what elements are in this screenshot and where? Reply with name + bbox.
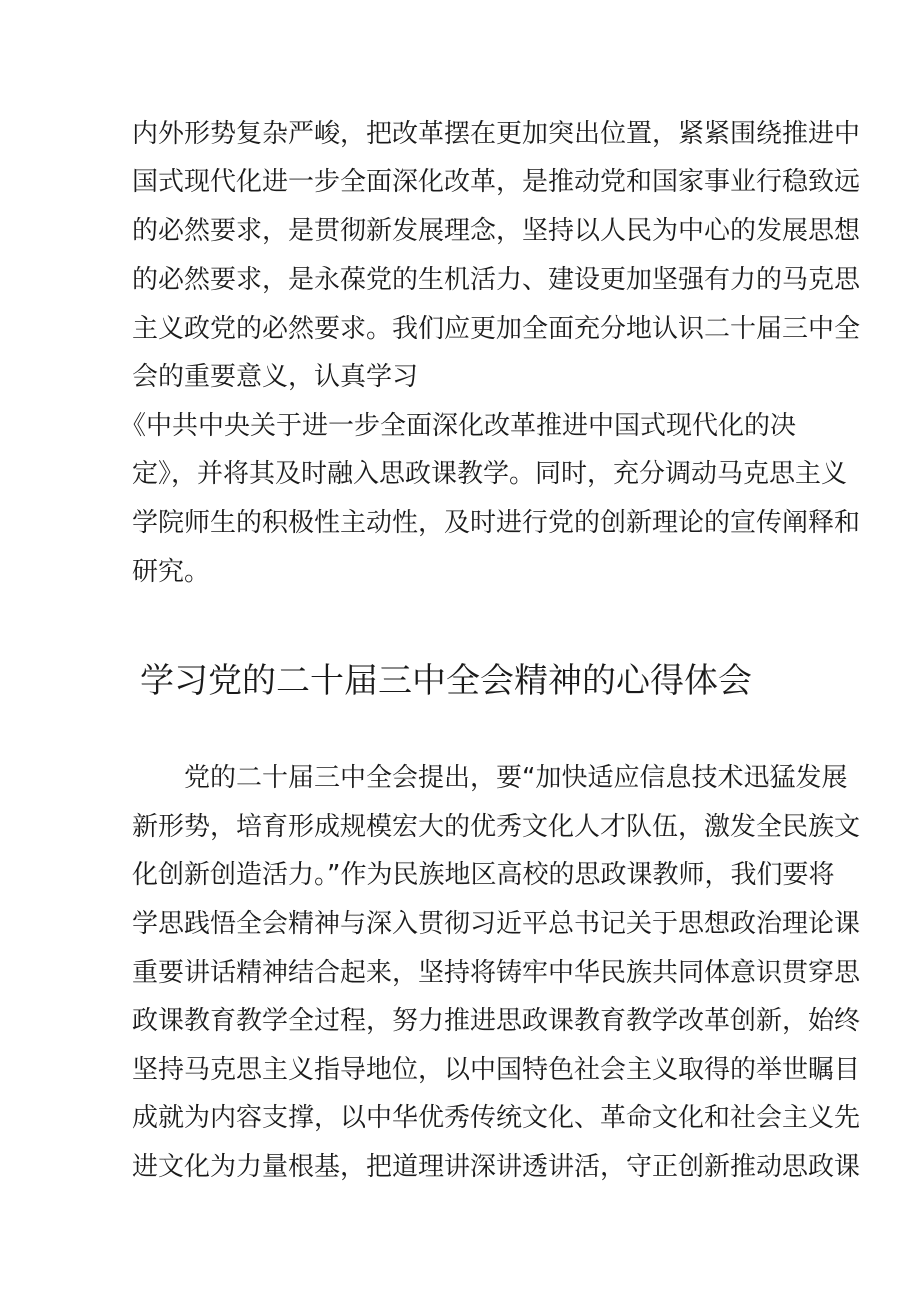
text-line: 《中共中央关于进一步全面深化改革推进中国式现代化的决 (120, 411, 797, 441)
text-line: 党的二十届三中全会提出，要“加快适应信息技术迅猛发展 (184, 763, 848, 793)
section-heading: 学习党的二十届三中全会精神的心得体会 (140, 661, 752, 701)
text-line: 研究。 (132, 557, 211, 587)
text-line: 主义政党的必然要求。我们应更加全面充分地认识二十届三中全 (132, 314, 861, 344)
text-line: 进文化为力量根基，把道理讲深讲透讲活，守正创新推动思政课 (132, 1152, 861, 1182)
text-line: 内外形势复杂严峻，把改革摆在更加突出位置，紧紧围绕推进中 (132, 119, 861, 149)
text-line: 会的重要意义，认真学习 (132, 362, 419, 392)
text-line: 国式现代化进一步全面深化改革，是推动党和国家事业行稳致远 (132, 167, 861, 197)
text-line: 学院师生的积极性主动性，及时进行党的创新理论的宣传阐释和 (132, 508, 861, 538)
text-line: 学思践悟全会精神与深入贯彻习近平总书记关于思想政治理论课 (132, 909, 861, 939)
text-line: 成就为内容支撑，以中华优秀传统文化、革命文化和社会主义先 (132, 1103, 861, 1133)
text-line: 化创新创造活力。”作为民族地区高校的思政课教师，我们要将 (132, 860, 835, 890)
text-line: 的必然要求，是贯彻新发展理念，坚持以人民为中心的发展思想 (132, 216, 861, 246)
text-line: 的必然要求，是永葆党的生机活力、建设更加坚强有力的马克思 (132, 265, 861, 295)
text-line: 政课教育教学全过程，努力推进思政课教育教学改革创新，始终 (132, 1006, 861, 1036)
text-line: 定》，并将其及时融入思政课教学。同时，充分调动马克思主义 (132, 459, 848, 489)
text-line: 重要讲话精神结合起来，坚持将铸牢中华民族共同体意识贯穿思 (132, 958, 861, 988)
text-line: 坚持马克思主义指导地位，以中国特色社会主义取得的举世瞩目 (132, 1055, 861, 1085)
text-line: 新形势，培育形成规模宏大的优秀文化人才队伍，激发全民族文 (132, 812, 861, 842)
